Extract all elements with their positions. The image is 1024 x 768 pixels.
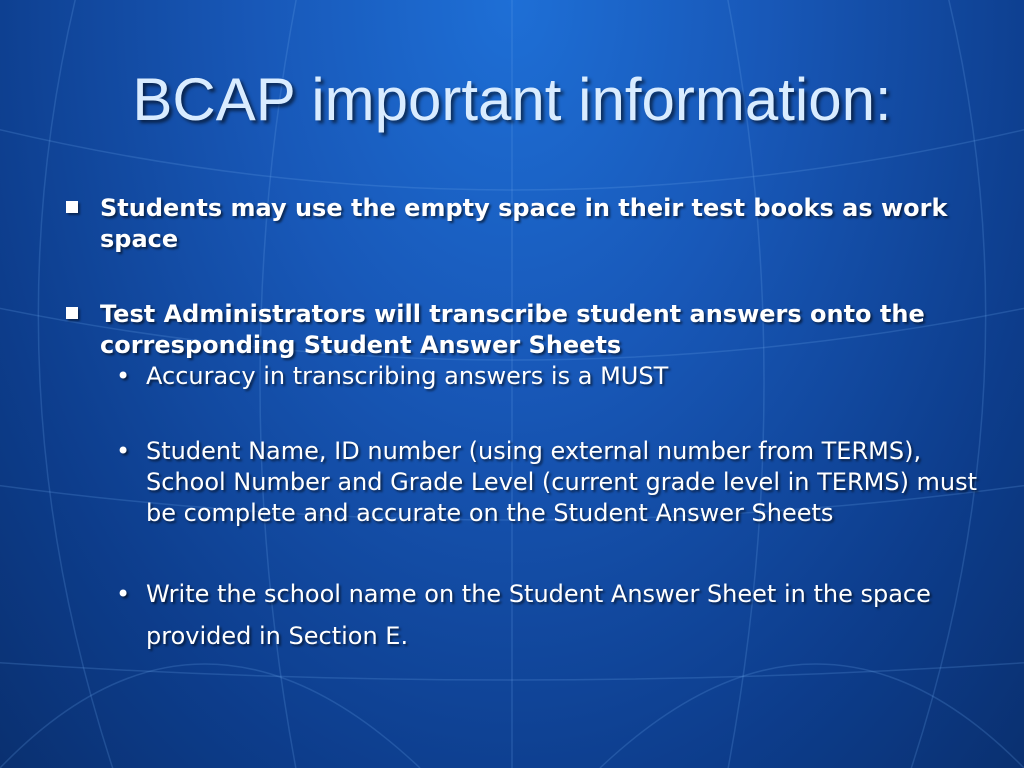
sub-bullet-accuracy — [62, 361, 982, 392]
sub-bullet-student-info — [62, 436, 982, 529]
bullet-transcribe-answers — [62, 299, 982, 361]
dot-bullet-icon: • — [116, 437, 131, 465]
slide-title: BCAP important information: — [132, 66, 892, 133]
sub-bullet-text: Student Name, ID number (using external number from TERMS), School Number and Grade Level (current grade level in TERMS) must be complete and accurate on the Student Answer Sheets — [146, 437, 978, 527]
sub-bullet-text: Accuracy in transcribing answers is a MUST — [146, 362, 669, 390]
bullet-work-space — [62, 193, 982, 255]
sub-bullet-school-name — [62, 573, 982, 657]
square-bullet-icon — [66, 307, 78, 319]
square-bullet-icon — [66, 201, 78, 213]
slide-content — [62, 193, 982, 657]
dot-bullet-icon: • — [116, 580, 131, 608]
dot-bullet-icon: • — [116, 362, 131, 390]
bullet-text: Test Administrators will transcribe student answers onto the corresponding Student Answer Sheets — [100, 300, 925, 359]
sub-bullet-text: Write the school name on the Student Answer Sheet in the space provided in Section E. — [146, 580, 931, 650]
bullet-text: Students may use the empty space in their test books as work space — [100, 194, 948, 253]
